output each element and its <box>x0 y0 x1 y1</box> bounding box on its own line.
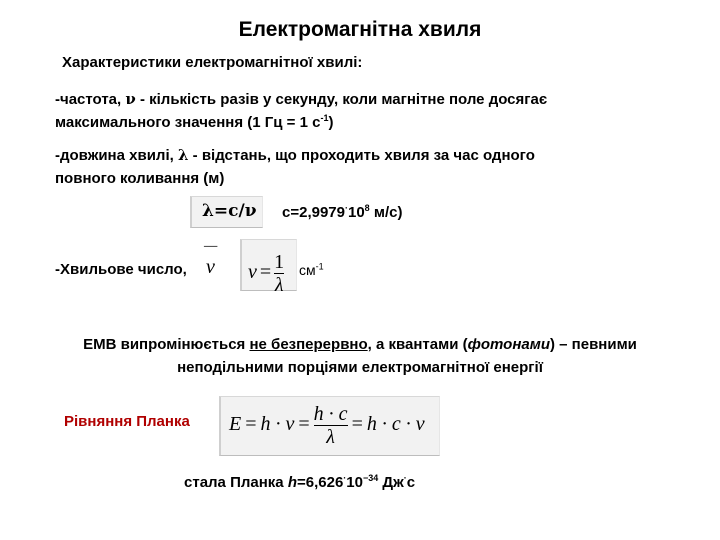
wavenumber-num: 1 <box>274 251 285 273</box>
speed-of-light-value: c=2,9979 <box>282 204 345 221</box>
speed-exponent: 8 <box>364 203 370 213</box>
planck-constant <box>184 474 415 491</box>
wavelength-text: - відстань, що проходить хвиля за час одного <box>192 147 535 164</box>
frequency-unit-text: максимального значення (1 Гц = 1 с <box>55 114 321 131</box>
speed-dot: · <box>344 203 348 213</box>
planck-constant-value: =6,626 <box>296 474 344 491</box>
planck-unit-dot: · <box>403 473 407 483</box>
wavelength-line-1 <box>55 144 535 167</box>
emission-line-1 <box>0 333 720 356</box>
wavenumber-unit <box>299 262 324 278</box>
speed-formula: λ=c/ν <box>202 201 257 221</box>
emission-line-2: неподільними порціями електромагнітної енергії <box>177 359 543 376</box>
wavelength-symbol: λ <box>177 146 189 164</box>
speed-formula-box <box>190 196 263 228</box>
emission-text-2: , а квантами ( <box>367 336 468 353</box>
emission-statement <box>0 333 720 379</box>
planck-constant-dot: · <box>343 473 347 483</box>
speed-unit: м/с) <box>373 204 403 221</box>
planck-h-c-nu: h · c · ν <box>366 413 425 436</box>
wavenumber-lhs: ν <box>248 261 257 284</box>
planck-fraction <box>314 404 348 447</box>
speed-of-light <box>282 201 402 224</box>
planck-unit-a: Дж <box>382 474 404 491</box>
planck-h-nu: h · ν <box>260 413 295 436</box>
wavelength-line-2: повного коливання (м) <box>55 170 225 187</box>
wavenumber-bar: — <box>204 238 218 254</box>
frequency-line-2 <box>55 111 547 134</box>
frequency-line-1 <box>55 88 547 111</box>
planck-constant-exponent: −34 <box>362 473 379 483</box>
wavelength-prefix: -довжина хвилі, <box>55 147 174 164</box>
wavenumber-label: -Хвильове число, <box>55 261 187 278</box>
frequency-definition <box>55 88 547 134</box>
planck-equation-label: Рівняння Планка <box>64 413 190 430</box>
frequency-text: - кількість разів у секунду, коли магнітне поле досягає <box>139 91 548 108</box>
emission-underlined: не безперервно <box>249 336 368 353</box>
wavelength-definition <box>55 144 535 190</box>
page-title: Електромагнітна хвиля <box>238 18 482 41</box>
frequency-unit-close: ) <box>328 114 334 131</box>
planck-constant-label: стала Планка <box>184 474 284 491</box>
planck-E: E <box>229 413 242 436</box>
subtitle: Характеристики електромагнітної хвилі: <box>62 54 363 71</box>
emission-text-1: ЕМВ випромінюється <box>83 336 246 353</box>
wavenumber-unit-text: см <box>299 262 316 278</box>
wavenumber-den: λ <box>274 274 284 296</box>
emission-text-3: ) – певними <box>550 336 637 353</box>
planck-constant-base: 10 <box>346 474 363 491</box>
frequency-symbol: ν <box>125 90 136 108</box>
planck-frac-den: λ <box>326 426 335 448</box>
wavenumber-unit-exponent: -1 <box>315 261 324 272</box>
frequency-prefix: -частота, <box>55 91 122 108</box>
planck-constant-symbol: h <box>287 474 297 491</box>
wavenumber-symbol: ν <box>206 256 215 278</box>
wavenumber-formula-box <box>240 239 297 296</box>
planck-eq-3: = <box>351 413 363 436</box>
wavenumber-eq: = <box>259 261 272 284</box>
planck-eq-2: = <box>298 413 310 436</box>
speed-base: 10 <box>347 204 365 221</box>
emission-italic: фотонами <box>467 336 550 353</box>
planck-formula-box <box>219 396 440 456</box>
planck-unit-b: с <box>406 474 416 491</box>
wavenumber-formula <box>248 252 284 295</box>
frequency-unit-exponent: -1 <box>320 113 329 123</box>
planck-eq-1: = <box>245 413 257 436</box>
planck-formula <box>229 404 425 447</box>
wavenumber-fraction <box>274 252 284 295</box>
planck-frac-num: h · c <box>313 403 348 425</box>
